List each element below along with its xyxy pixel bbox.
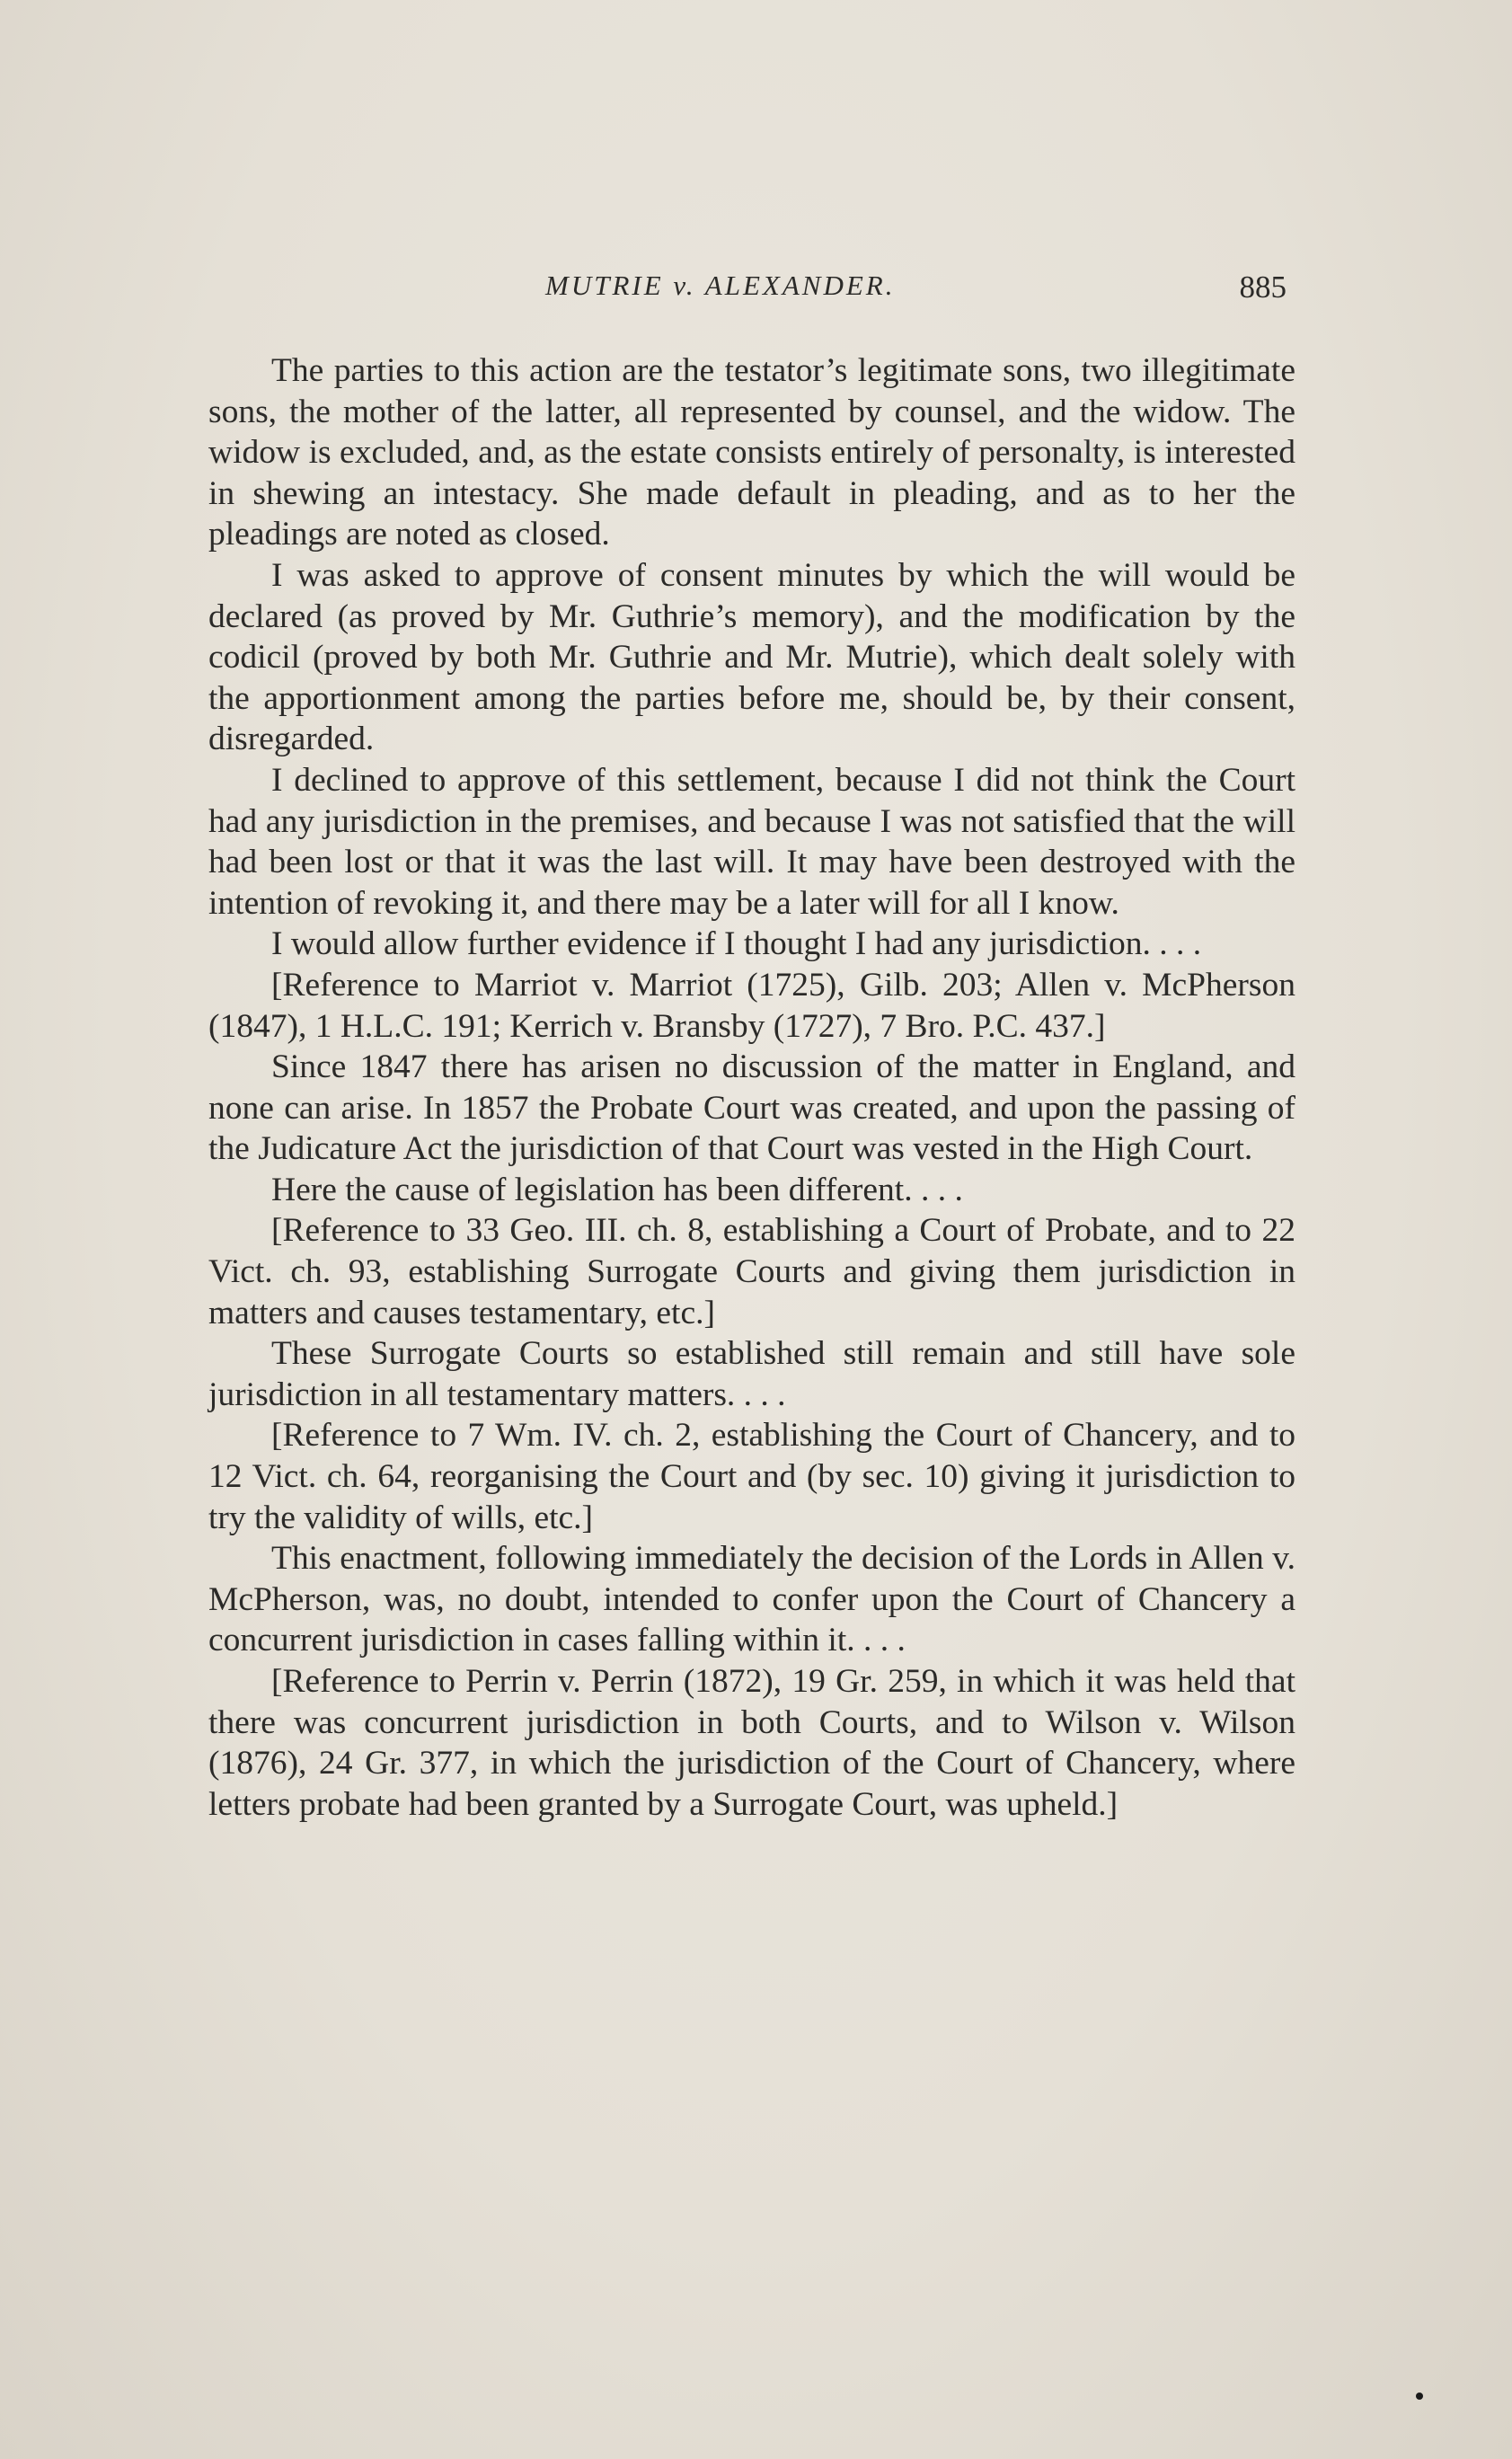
body-text [208, 350, 1295, 1825]
paragraph: I was asked to approve of consent minutes by which the will would be declared (as proved by Mr. Guthrie’s memory), and the modification by the codicil (proved by both Mr. Guthrie and Mr. Mutrie), which dealt solely with the apportionment among the parties before me, should be, by their consent, disregarded. [208, 556, 1295, 758]
paragraph: [Reference to 7 Wm. IV. ch. 2, establishing the Court of Chancery, and to 12 Vict. ch. 64, reorganising the Court and (by sec. 10) giving it jurisdiction to try the validity of wills, etc.] [208, 1417, 1295, 1536]
paragraph: I declined to approve of this settlement, because I did not think the Court had any jurisdiction in the premises, and because I was not satisfied that the will had been lost or that it was the last will. It may have been destroyed with the intention of revoking it, and there may be a later will for all I know. [208, 761, 1295, 922]
paragraph: [Reference to Perrin v. Perrin (1872), 19 Gr. 259, in which it was held that there was concurrent jurisdiction in both Courts, and to Wilson v. Wilson (1876), 24 Gr. 377, in which the jurisdiction of the Court of Chancery, where letters probate had been granted by a Surrogate Court, was upheld.] [208, 1663, 1295, 1823]
paragraph: Here the cause of legislation has been different. . . . [271, 1171, 963, 1208]
paragraph: [Reference to Marriot v. Marriot (1725), Gilb. 203; Allen v. McPherson (1847), 1 H.L.C. 191; Kerrich v. Bransby (1727), 7 Bro. P.C. 437.] [208, 966, 1295, 1045]
page-header [208, 270, 1287, 314]
paragraph: Since 1847 there has arisen no discussion of the matter in England, and none can arise. In 1857 the Probate Court was created, and upon the passing of the Judicature Act the jurisdiction of that Court was vested in the High Court. [208, 1048, 1295, 1168]
paragraph: These Surrogate Courts so established still remain and still have sole jurisdiction in all testamentary matters. . . . [208, 1335, 1295, 1413]
running-head: MUTRIE v. ALEXANDER. [545, 270, 896, 301]
ink-speck [1416, 2393, 1423, 2400]
paragraph: This enactment, following immediately the decision of the Lords in Allen v. McPherson, was, no doubt, intended to confer upon the Court of Chancery a concurrent jurisdiction in cases falling within it. . . . [208, 1540, 1295, 1659]
paragraph: [Reference to 33 Geo. III. ch. 8, establishing a Court of Probate, and to 22 Vict. ch. 93, establishing Surrogate Courts and giving them jurisdiction in matters and causes testamentary, etc.] [208, 1212, 1295, 1331]
paragraph: The parties to this action are the testator’s legitimate sons, two illegitimate sons, the mother of the latter, all represented by counsel, and the widow. The widow is excluded, and, as the estate consists entirely of personalty, is interested in shewing an intestacy. She made default in pleading, and as to her the pleadings are noted as closed. [208, 352, 1295, 553]
paragraph: I would allow further evidence if I thought I had any jurisdiction. . . . [271, 925, 1202, 963]
page-number: 885 [1239, 270, 1287, 305]
